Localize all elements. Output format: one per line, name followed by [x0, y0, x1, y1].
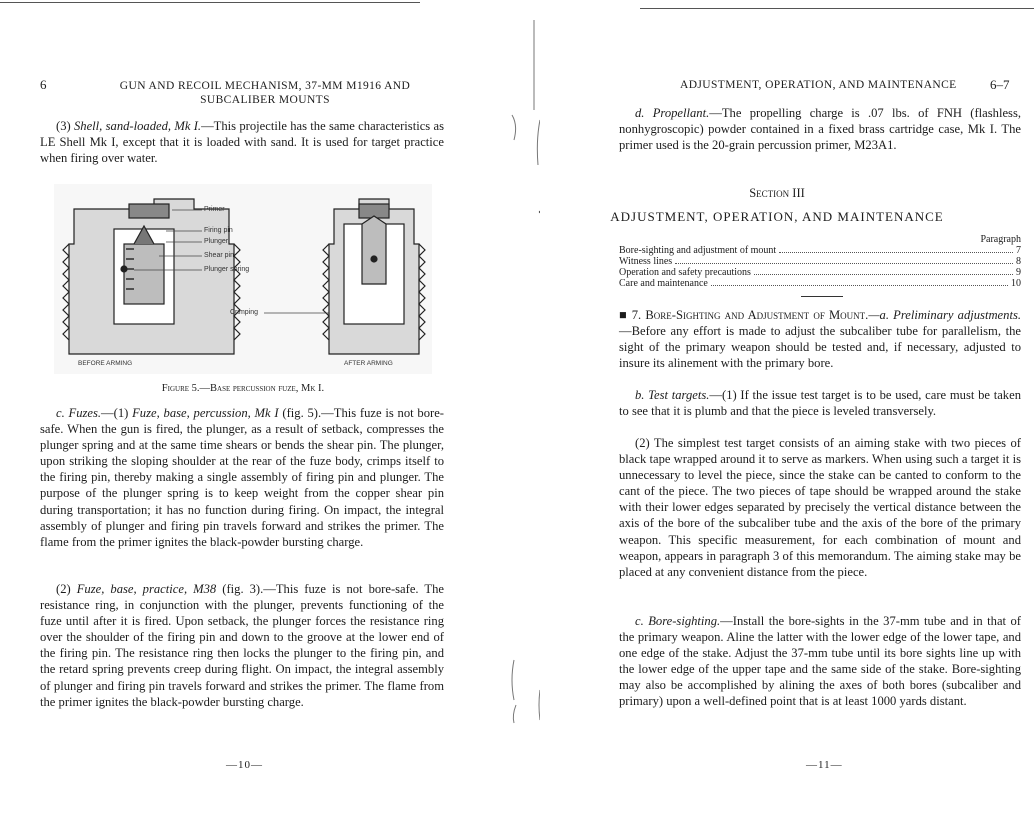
paragraph-test-targets: [619, 387, 1021, 419]
toc-leader: [675, 263, 1013, 264]
page-footer-right: —11—: [806, 759, 843, 771]
callout-crimping: Crimping: [230, 309, 259, 316]
para-title: d. Propellant.: [635, 106, 710, 120]
toc-label: Care and maintenance: [619, 278, 708, 289]
toc-number: 10: [1011, 278, 1021, 289]
toc-row: [619, 245, 1021, 256]
label-before-arming: BEFORE ARMING: [78, 360, 133, 367]
page-number-left: 6: [40, 77, 47, 92]
running-head-line2: SUBCALIBER MOUNTS: [200, 94, 330, 106]
toc-label: Bore-sighting and adjustment of mount: [619, 245, 777, 256]
para-text: —Before any effort is made to adjust the subcaliber tube for parallelism, the sight of the primary weapon should be tested and, if necessary, adjusted to insure its alinement with the primary bore.: [619, 324, 1021, 371]
callout-shear-pin: Shear pin: [204, 252, 234, 259]
para-lead: (2): [56, 582, 77, 596]
toc-leader: [779, 252, 1013, 253]
para-title: —a. Preliminary adjustments.: [868, 308, 1021, 322]
paragraph-fuze-practice: [40, 581, 444, 710]
callout-plunger: Plunger: [204, 238, 229, 245]
toc-leader: [754, 274, 1013, 275]
toc-row: [619, 267, 1021, 278]
page-number-right: 6–7: [990, 77, 1010, 92]
table-of-contents: [619, 234, 1021, 289]
para-title: c. Bore-sighting.: [635, 614, 721, 628]
toc-label: Witness lines: [619, 256, 673, 267]
paragraph-simplest-target: [619, 435, 1021, 580]
para-text: (2) The simplest test target consists of an aiming stake with two pieces of black tape wrapped around it to serve as markers. When using such a target it is unnecessary to level the piece, since the stake can be canted to conform to the cant of the piece. The two pieces of tape should be wrapped around the stake with their lower edges separated by precisely the vertical distance between the axis of the bore of the subcaliber tube and the axis of the bore of the primary weapon. This specific measurement, for each combination of mount and weapon, appears in paragraph 3 of this memorandum. The aiming stake may be placed at any convenient distance from the piece.: [619, 436, 1021, 579]
para-title: Shell, sand-loaded, Mk I.: [74, 119, 202, 133]
paragraph-fuzes: [40, 405, 444, 550]
paragraph-propellant: [619, 105, 1021, 153]
running-head-right: ADJUSTMENT, OPERATION, AND MAINTENANCE: [680, 79, 957, 91]
paragraph-7: [619, 307, 1021, 371]
para-title: b. Test targets.: [635, 388, 710, 402]
fuze-figure: [54, 184, 432, 374]
toc-leader: [711, 285, 1008, 286]
figure-caption: Figure 5.—Base percussion fuze, Mk I.: [161, 383, 325, 394]
toc-header: Paragraph: [980, 234, 1021, 245]
para-text: —(1) If the issue test target is to be used, care must be taken to see that it is plumb and that the piece is leveled transversely.: [619, 388, 1021, 419]
para-heading: Bore-Sighting and Adjustment of Mount.: [645, 308, 869, 322]
para-title: Fuze, base, practice, M38: [76, 582, 217, 596]
para-text: —The propelling charge is .07 lbs. of FNH (flashless, nonhygroscopic) powder contained in a fixed brass cartridge case, Mk I. The primer used is the 20-grain percussion primer, M23A1.: [619, 106, 1021, 153]
para-lead: c. Fuzes.: [56, 406, 102, 420]
toc-number: 9: [1016, 267, 1021, 278]
para-text: —Install the bore-sights in the 37-mm tube and in that of the primary weapon. Aline the latter with the lower edge of the lower tape, and one edge of the stake. Adjust the 37-mm tube until its bore sights line up with the lower edge of the upper tape and the same side of the stake. Bore-sighting may also be accomplished by alining the axes of both bores (subcaliber and primary) upon a well-defined point that is at least 1000 yards distant.: [619, 614, 1021, 709]
right-page: [520, 0, 1034, 818]
toc-number: 8: [1016, 256, 1021, 267]
para-text: (fig. 3).—This fuze is not bore-safe. The resistance ring, in conjunction with the plunger, prevents functioning of the fuze until after it is fired. Upon setback, the plunger forces the resistance ring over the shoulder of the firing pin and down to the groove at the lower end of the firing pin. The resistance ring then locks the plunger to the firing pin, and the retard spring prevents creep during flight. On impact, the integral assembly of plunger and firing pin travels forward and strikes the primer. The flame from the primer ignites the black-powder bursting charge.: [40, 582, 444, 709]
fuze-illustration: [54, 184, 432, 374]
para-text: (fig. 5).—This fuze is not bore-safe. When the gun is fired, the plunger, as a result of setback, compresses the plunger spring and at the same time shears or bends the shear pin. The plunger, upon striking the sloping shoulder at the rear of the fuze body, crimps itself to the firing pin, thereby making a single assembly of firing pin and plunger. The purpose of the plunger spring is to keep weight from the copper shear pin during transportation; it has no function during firing. On impact, the integral assembly of plunger and firing pin travels forward and strikes the primer. The flame from the primer ignites the black-powder bursting charge.: [40, 406, 444, 549]
toc-row: [619, 278, 1021, 289]
callout-primer: Primer: [204, 206, 225, 213]
para-lead: (3): [56, 119, 74, 133]
label-after-arming: AFTER ARMING: [344, 360, 393, 367]
para-text: —This projectile has the same characteristics as LE Shell Mk I, except that it is loaded with sand. It is used for target practice when firing over water.: [40, 119, 444, 166]
running-head-left: [96, 79, 434, 107]
toc-number: 7: [1016, 245, 1021, 256]
left-page: [0, 0, 500, 818]
section-label: Section III: [749, 186, 805, 200]
running-head-line1: GUN AND RECOIL MECHANISM, 37-MM M1916 AND: [119, 80, 411, 92]
toc-label: Operation and safety precautions: [619, 267, 751, 278]
para-marker: ■ 7.: [619, 308, 646, 322]
para-sub: —(1): [101, 406, 133, 420]
paragraph-bore-sighting: [619, 613, 1021, 710]
paragraph-shell-sand-loaded: [40, 118, 444, 166]
callout-firing-pin: Firing pin: [204, 227, 233, 234]
callout-plunger-spring: Plunger spring: [204, 266, 250, 273]
section-title: ADJUSTMENT, OPERATION, AND MAINTENANCE: [610, 209, 944, 224]
section-rule: [801, 296, 843, 297]
para-title: Fuze, base, percussion, Mk I: [132, 406, 279, 420]
toc-row: [619, 256, 1021, 267]
page-footer-left: —10—: [226, 759, 263, 771]
